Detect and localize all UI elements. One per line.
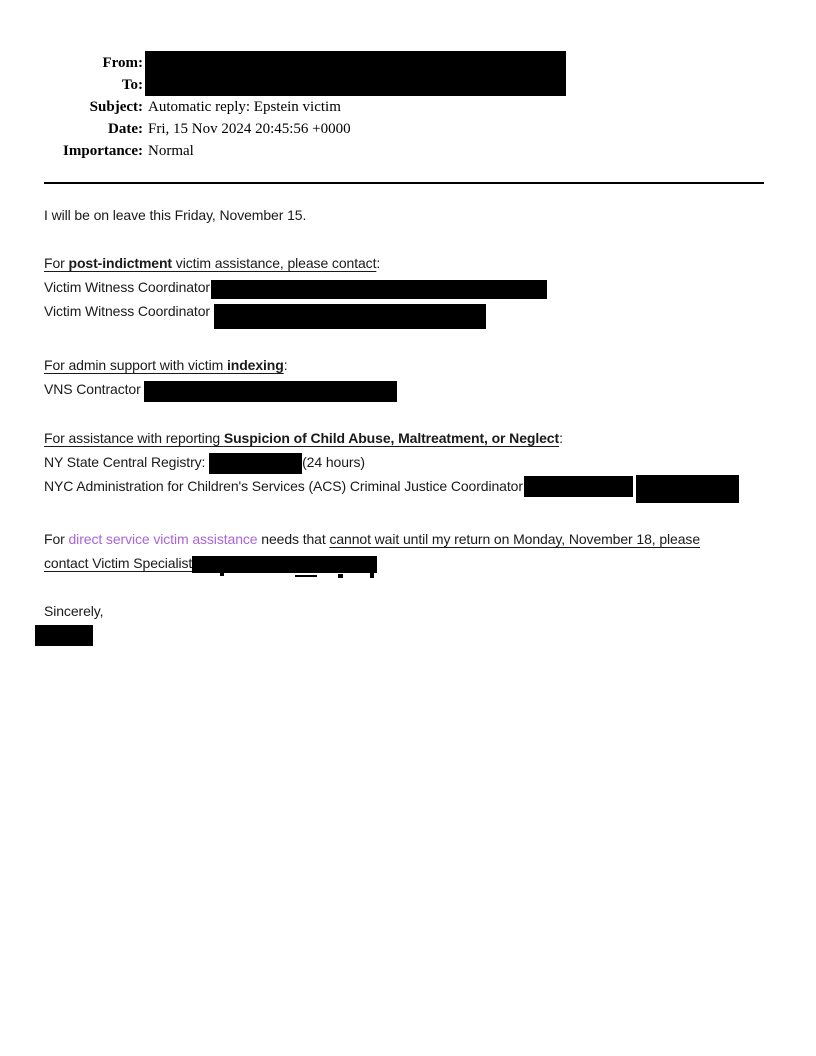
direct-service-highlight: direct service victim assistance <box>68 531 258 547</box>
vns-contractor-line <box>44 377 764 402</box>
intro-line <box>44 203 764 227</box>
importance-value: Normal <box>148 143 194 159</box>
header-row-subject <box>44 96 764 118</box>
paragraph-closing <box>44 599 764 646</box>
coordinator1-label: Victim Witness Coordinator <box>44 279 210 295</box>
direct-service-underline-1: cannot wait until my return on Monday, November 18, please <box>329 531 701 547</box>
coordinator-line-2 <box>44 299 764 329</box>
importance-label: Importance: <box>63 143 143 159</box>
subject-label: Subject: <box>89 99 143 115</box>
heading-lead: For admin support with victim <box>44 357 227 373</box>
registry-line <box>44 450 764 474</box>
intro-text: I will be on leave this Friday, November 15. <box>44 207 307 223</box>
heading-bold: indexing <box>226 357 284 373</box>
from-label: From: <box>102 55 143 71</box>
date-value: Fri, 15 Nov 2024 20:45:56 +0000 <box>148 121 351 137</box>
heading-bold: post-indictment <box>68 255 172 271</box>
redaction-acs-phone <box>636 475 739 503</box>
to-label: To: <box>121 77 143 93</box>
registry-label: NY State Central Registry: <box>44 454 210 470</box>
registry-hours: (24 hours) <box>302 454 365 470</box>
paragraph-reporting <box>44 426 764 503</box>
heading-lead: For assistance with reporting <box>44 430 224 446</box>
heading-colon: : <box>283 357 288 373</box>
coordinator2-label: Victim Witness Coordinator <box>44 303 214 319</box>
closing-text: Sincerely, <box>44 603 104 619</box>
paragraph-admin-support <box>44 353 764 402</box>
heading-colon: : <box>376 255 381 271</box>
acs-line <box>44 474 764 503</box>
redaction-acs-name <box>524 476 633 497</box>
date-label: Date: <box>108 121 143 137</box>
paragraph-direct-service <box>44 527 764 575</box>
paragraph-intro <box>44 203 764 227</box>
header-row-date <box>44 118 764 140</box>
reporting-heading <box>44 426 764 450</box>
redaction-signature <box>35 625 93 646</box>
post-indictment-heading <box>44 251 764 275</box>
header-row-importance <box>44 140 764 162</box>
email-header <box>44 52 764 162</box>
redaction-coordinator-1 <box>211 280 547 299</box>
coordinator-line-1 <box>44 275 764 299</box>
admin-support-heading <box>44 353 764 377</box>
vns-label: VNS Contractor <box>44 381 141 397</box>
direct-service-mid: needs that <box>257 531 330 547</box>
heading-colon: : <box>559 430 563 446</box>
redaction-from-to <box>145 51 566 96</box>
redaction-registry-phone <box>209 453 302 474</box>
redaction-remnant <box>295 575 317 577</box>
paragraph-post-indictment <box>44 251 764 329</box>
direct-service-line-2 <box>44 551 764 575</box>
heading-lead: For <box>44 255 69 271</box>
closing-line <box>44 599 764 623</box>
redaction-victim-specialist <box>192 556 377 573</box>
acs-label: NYC Administration for Children's Services (ACS) Criminal Justice Coordinator <box>44 478 523 494</box>
direct-service-line-1 <box>44 527 764 551</box>
header-divider <box>44 182 764 184</box>
heading-rest: victim assistance, please contact <box>172 255 377 271</box>
heading-bold: Suspicion of Child Abuse, Maltreatment, or Neglect <box>223 430 560 446</box>
subject-value: Automatic reply: Epstein victim <box>148 99 341 115</box>
redaction-vns-contractor <box>144 381 397 402</box>
direct-service-lead: For <box>44 531 69 547</box>
redaction-remnant <box>338 574 343 578</box>
redaction-remnant <box>370 573 374 578</box>
redaction-remnant <box>220 573 224 576</box>
direct-service-underline-2: contact Victim Specialist <box>44 555 193 571</box>
redaction-coordinator-2 <box>214 304 486 329</box>
email-body <box>44 203 764 646</box>
